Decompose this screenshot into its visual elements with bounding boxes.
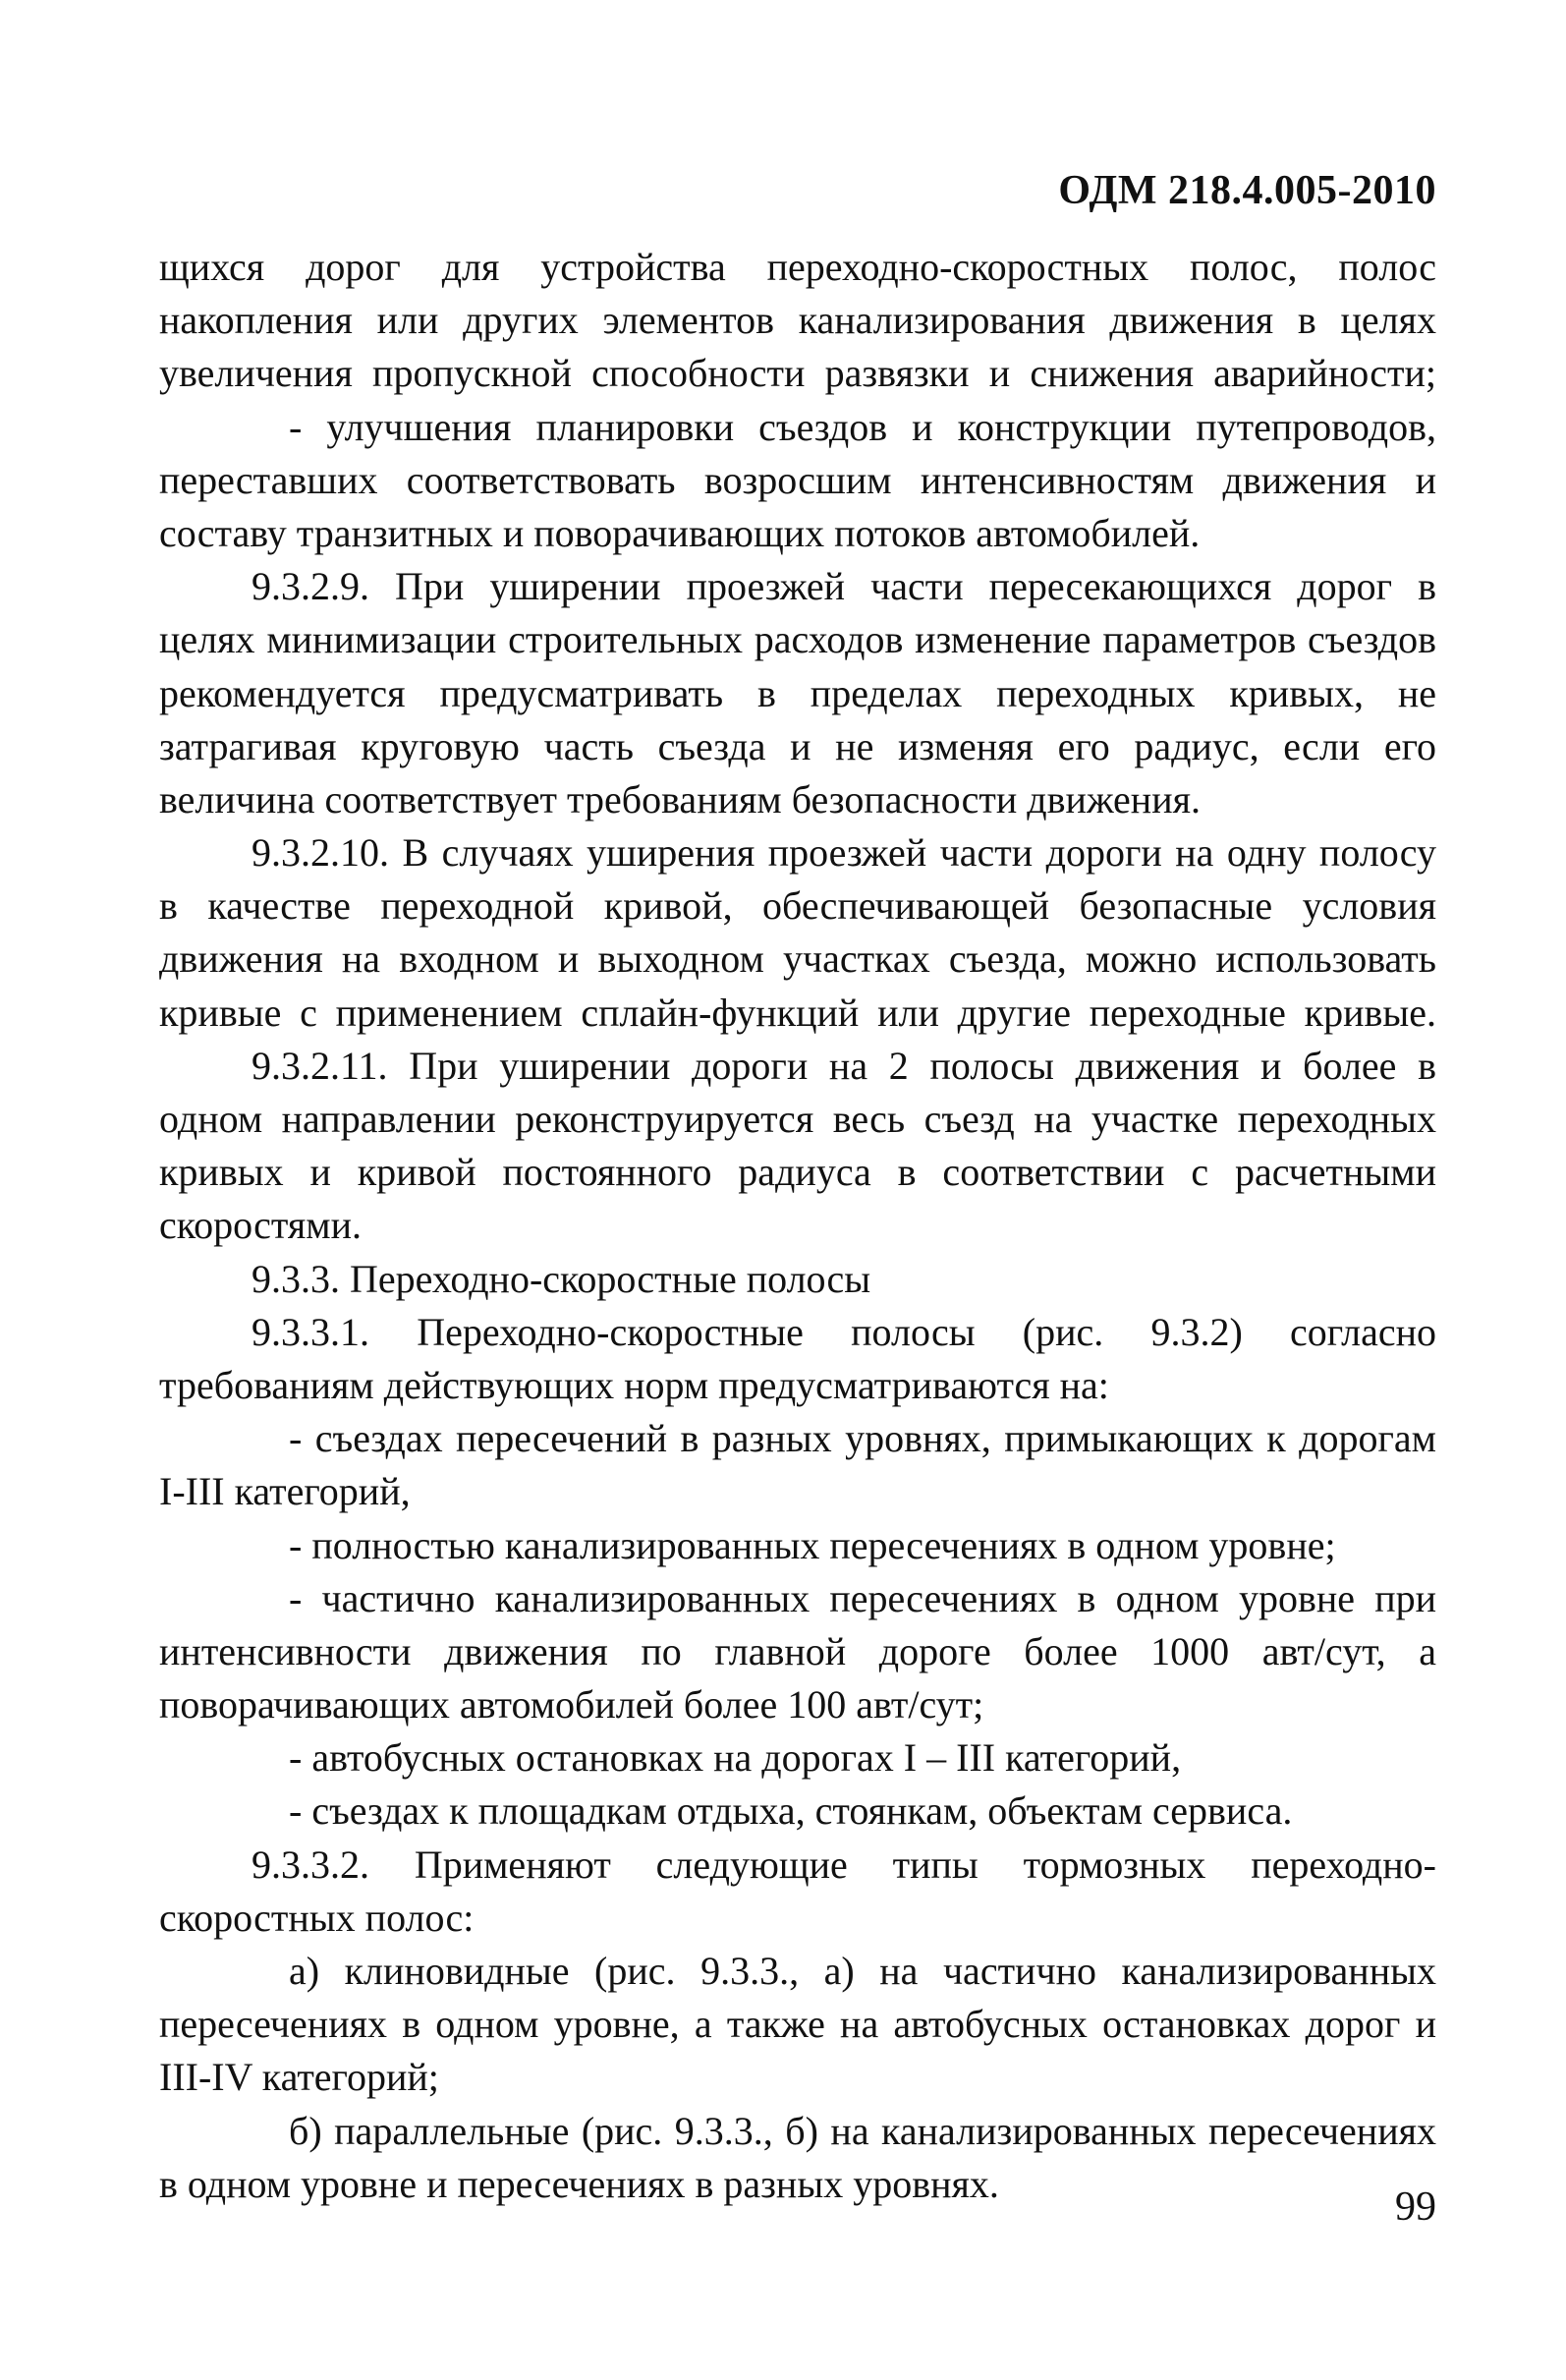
text-line: - улучшения планировки съездов и конструкции путепроводов, — [289, 404, 1436, 449]
text-line: рекомендуется предусматривать в пределах переходных кривых, не — [159, 670, 1436, 715]
text-line: целях минимизации строительных расходов изменение параметров съездов — [159, 617, 1436, 662]
text-line: 9.3.3. Переходно-скоростные полосы — [252, 1256, 871, 1301]
text-line: 9.3.2.10. В случаях уширения проезжей части дороги на одну полосу — [252, 830, 1436, 876]
document-code-header: ОДМ 218.4.005-2010 — [1058, 168, 1436, 213]
text-line: движения на входном и выходном участках съезда, можно использовать — [159, 936, 1436, 982]
page-number: 99 — [1395, 2184, 1436, 2230]
text-line: скоростных полос: — [159, 1895, 475, 1940]
text-line: в одном уровне и пересечениях в разных уровнях. — [159, 2161, 999, 2206]
text-line: поворачивающих автомобилей более 100 авт/сут; — [159, 1682, 984, 1728]
text-line: увеличения пропускной способности развязки и снижения аварийности; — [159, 351, 1436, 396]
body-text — [159, 241, 1436, 2211]
text-line: кривых и кривой постоянного радиуса в соответствии с расчетными — [159, 1150, 1436, 1195]
text-line: I-III категорий, — [159, 1469, 411, 1514]
text-line: III-IV категорий; — [159, 2055, 439, 2100]
text-line: величина соответствует требованиям безопасности движения. — [159, 776, 1202, 822]
text-line: щихся дорог для устройства переходно-скоростных полос, полос — [159, 245, 1436, 289]
text-line: 9.3.2.9. При уширении проезжей части пересекающихся дорог в — [252, 564, 1436, 609]
text-line: - частично канализированных пересечениях в одном уровне при — [289, 1575, 1436, 1620]
text-line: переставших соответствовать возросшим интенсивностям движения и — [159, 457, 1436, 502]
text-line: составу транзитных и поворачивающих потоков автомобилей. — [159, 510, 1201, 555]
text-line: - полностью канализированных пересечениях в одном уровне; — [289, 1522, 1336, 1567]
text-line: б) параллельные (рис. 9.3.3., б) на канализированных пересечениях — [289, 2108, 1436, 2153]
text-line: - автобусных остановках на дорогах I – III категорий, — [289, 1735, 1182, 1781]
text-line: в качестве переходной кривой, обеспечивающей безопасные условия — [159, 883, 1436, 929]
text-line: скоростями. — [159, 1203, 362, 1248]
text-line: затрагивая круговую часть съезда и не изменяя его радиус, если его — [159, 723, 1436, 768]
text-line: требованиям действующих норм предусматриваются на: — [159, 1362, 1109, 1407]
text-line: одном направлении реконструируется весь съезд на участке переходных — [159, 1097, 1436, 1141]
text-line: интенсивности движения по главной дороге более 1000 авт/сут, а — [159, 1628, 1436, 1673]
text-line: 9.3.2.11. При уширении дороги на 2 полосы движения и более в — [252, 1043, 1436, 1088]
text-line: 9.3.3.2. Применяют следующие типы тормозных переходно- — [252, 1842, 1436, 1887]
text-line: кривые с применением сплайн-функций или другие переходные кривые. — [159, 990, 1436, 1035]
text-line: - съездах пересечений в разных уровнях, примыкающих к дорогам — [289, 1416, 1436, 1461]
text-line: накопления или других элементов канализирования движения в целях — [159, 298, 1436, 343]
text-line: а) клиновидные (рис. 9.3.3., а) на частично канализированных — [289, 1949, 1436, 1993]
text-line: пересечениях в одном уровне, а также на автобусных остановках дорог и — [159, 2002, 1436, 2047]
text-line: 9.3.3.1. Переходно-скоростные полосы (рис. 9.3.2) согласно — [252, 1309, 1436, 1354]
text-line: - съездах к площадкам отдыха, стоянкам, объектам сервиса. — [289, 1788, 1293, 1834]
